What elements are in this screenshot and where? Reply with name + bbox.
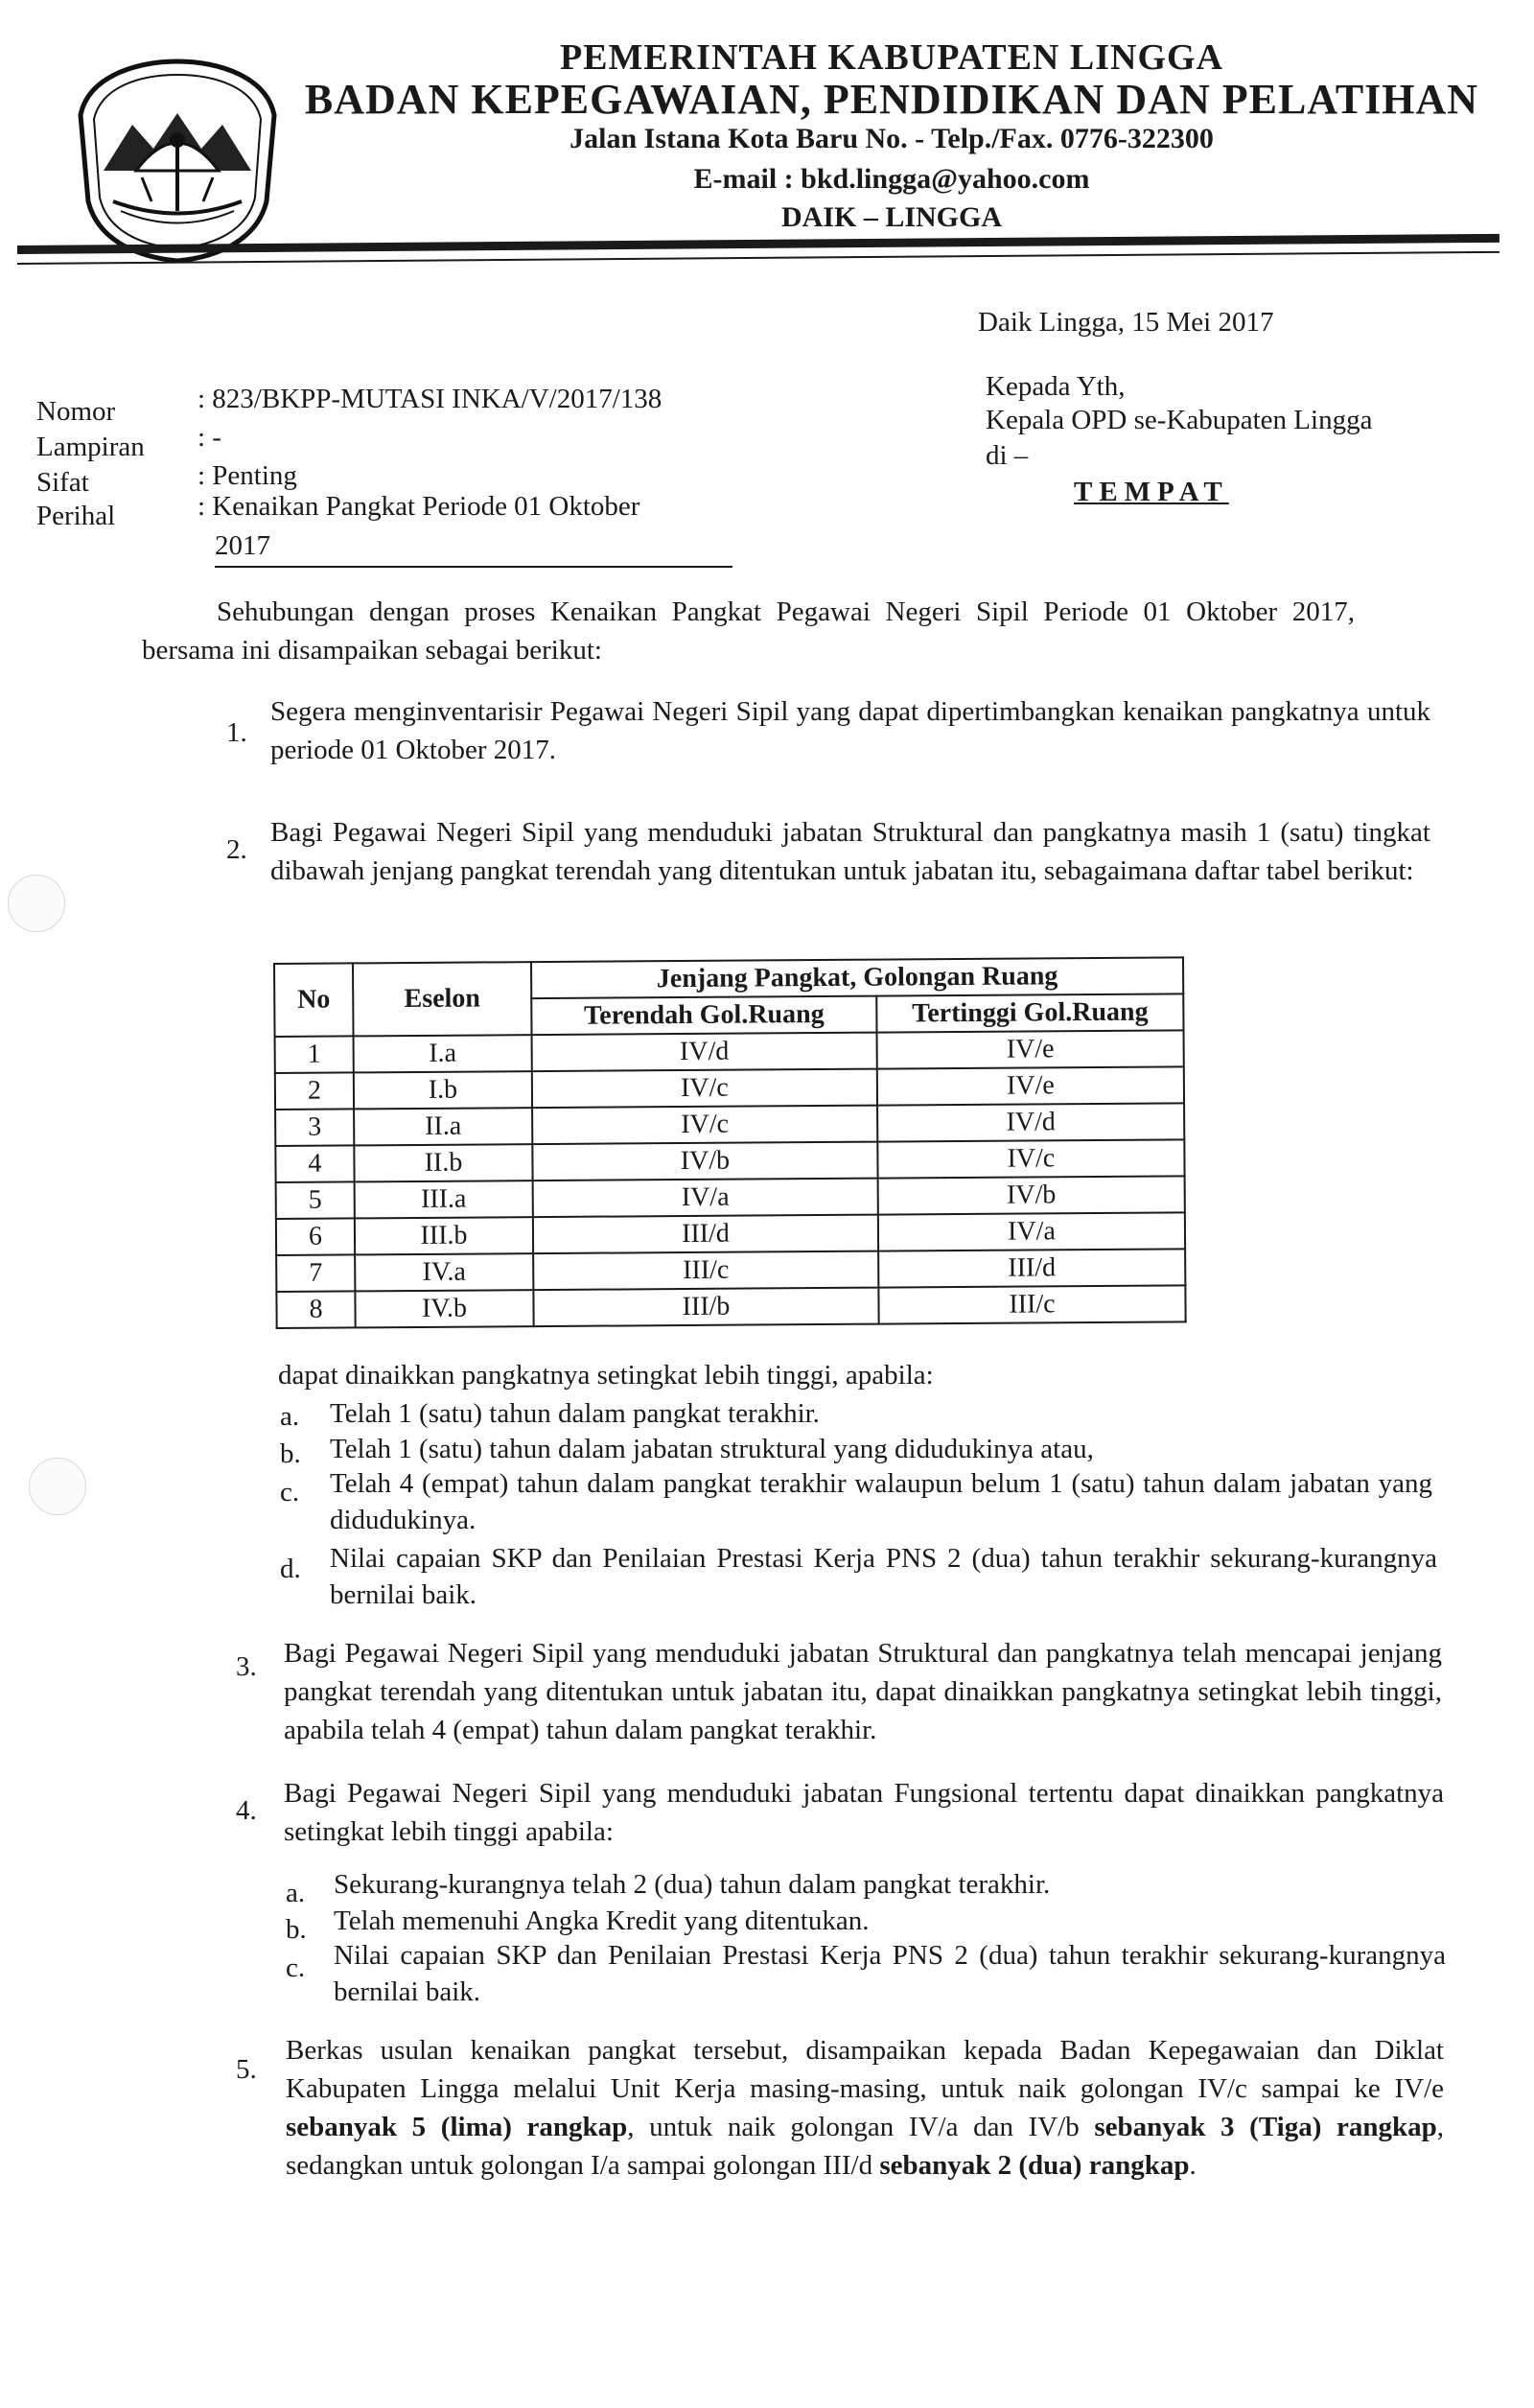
table-cell: IV/a xyxy=(878,1212,1185,1251)
copies-iv-a-iv-b: sebanyak 3 (Tiga) rangkap xyxy=(1094,2112,1437,2142)
perihal-value-continued: 2017 xyxy=(215,530,270,561)
lampiran-value: : - xyxy=(198,422,221,453)
item-2-condition-intro: dapat dinaikkan pangkatnya setingkat lebih tinggi, apabila: xyxy=(278,1360,934,1391)
table-header-highest: Tertinggi Gol.Ruang xyxy=(876,994,1183,1032)
sub-item-text: Telah 1 (satu) tahun dalam pangkat terakhir. xyxy=(330,1398,820,1429)
agency-address: Jalan Istana Kota Baru No. - Telp./Fax. 0776-322300 xyxy=(569,123,1214,154)
table-cell: II.b xyxy=(354,1144,532,1181)
table-cell: IV.b xyxy=(355,1290,533,1327)
table-cell: 6 xyxy=(276,1218,355,1255)
table-cell: III/d xyxy=(878,1249,1185,1287)
table-cell: III.b xyxy=(355,1217,533,1254)
table-header-lowest: Terendah Gol.Ruang xyxy=(531,996,876,1036)
table-cell: IV/d xyxy=(877,1103,1184,1141)
sub-item-letter: b. xyxy=(280,1438,301,1469)
item-number: 3. xyxy=(236,1651,257,1682)
item-4-text: Bagi Pegawai Negeri Sipil yang menduduki jabatan Fungsional tertentu dapat dinaikkan pangkatnya setingkat lebih tinggi apabila: xyxy=(284,1778,1444,1847)
table-cell: IV/d xyxy=(532,1033,877,1072)
lampiran-label: Lampiran xyxy=(36,432,145,462)
table-cell: III/d xyxy=(533,1215,878,1254)
table-row xyxy=(276,1212,1185,1255)
punch-hole xyxy=(8,875,65,932)
item-number: 2. xyxy=(226,834,247,865)
table-header-group: Jenjang Pangkat, Golongan Ruang xyxy=(531,957,1183,998)
perihal-value: : Kenaikan Pangkat Periode 01 Oktober xyxy=(198,491,640,522)
sub-item-letter: a. xyxy=(280,1401,300,1432)
nomor-label: Nomor xyxy=(36,396,116,427)
intro-paragraph: Sehubungan dengan proses Kenaikan Pangkat Pegawai Negeri Sipil Periode 01 Oktober 2017, bersama ini disampaikan sebagai berikut: xyxy=(142,596,1355,666)
sub-item-text: Telah 1 (satu) tahun dalam jabatan struktural yang didudukinya atau, xyxy=(330,1434,1094,1464)
nomor-value: : 823/BKPP-MUTASI INKA/V/2017/138 xyxy=(198,384,662,414)
table-row xyxy=(275,1139,1184,1182)
item-2-text: Bagi Pegawai Negeri Sipil yang menduduki jabatan Struktural dan pangkatnya masih 1 (satu) tingkat dibawah jenjang pangkat terendah yang ditentukan untuk jabatan itu, sebagaimana daftar tabel berikut: xyxy=(270,817,1430,886)
table-row xyxy=(275,1103,1184,1146)
recipient-name: Kepala OPD se-Kabupaten Lingga xyxy=(986,405,1373,435)
table-cell: IV/b xyxy=(532,1142,877,1181)
letter-date: Daik Lingga, 15 Mei 2017 xyxy=(978,307,1274,338)
table-cell: IV/c xyxy=(532,1069,877,1109)
sub-item-text: Telah memenuhi Angka Kredit yang ditentukan. xyxy=(334,1905,870,1936)
government-title: PEMERINTAH KABUPATEN LINGGA xyxy=(559,37,1224,78)
table-cell: IV/c xyxy=(532,1106,877,1145)
sub-item-letter: b. xyxy=(286,1914,307,1945)
item-3-text: Bagi Pegawai Negeri Sipil yang menduduki jabatan Struktural dan pangkatnya telah mencapai jenjang pangkat terendah yang ditentukan untuk jabatan itu, dapat dinaikkan pangkatnya setingkat lebih tinggi, apabila telah 4 (empat) tahun dalam pangkat terakhir. xyxy=(284,1638,1442,1745)
recipient-place: TEMPAT xyxy=(1074,477,1229,507)
table-row xyxy=(275,1066,1184,1110)
recipient-at: di – xyxy=(986,440,1029,471)
item-5-text xyxy=(286,2031,1444,2185)
sub-item-letter: a. xyxy=(286,1878,306,1908)
item-1-text: Segera menginventarisir Pegawai Negeri Sipil yang dapat dipertimbangkan kenaikan pangkatnya untuk periode 01 Oktober 2017. xyxy=(270,696,1430,765)
sub-item-text: Sekurang-kurangnya telah 2 (dua) tahun dalam pangkat terakhir. xyxy=(334,1869,1051,1900)
agency-email: E-mail : bkd.lingga@yahoo.com xyxy=(693,163,1090,195)
sifat-value: : Penting xyxy=(198,460,297,491)
table-cell: 4 xyxy=(275,1145,354,1182)
table-cell: III.a xyxy=(355,1181,533,1218)
sub-item-letter: d. xyxy=(280,1554,301,1584)
table-row xyxy=(276,1285,1185,1328)
table-cell: III/b xyxy=(533,1288,878,1327)
table-cell: 7 xyxy=(276,1254,355,1292)
perihal-underline xyxy=(215,566,732,568)
table-header-no: No xyxy=(274,963,354,1037)
sub-item-letter: c. xyxy=(280,1477,300,1508)
item-5-text-part: Berkas usulan kenaikan pangkat tersebut, disampaikan kepada Badan Kepegawaian dan Diklat Kabupaten Lingga melalui Unit Kerja masing-masing, untuk naik golongan IV/c sampai ke IV/e xyxy=(286,2035,1444,2104)
table-cell: IV/e xyxy=(877,1030,1184,1068)
item-number: 4. xyxy=(236,1795,257,1826)
table-header-eselon: Eselon xyxy=(353,962,532,1036)
table-cell: II.a xyxy=(354,1108,532,1145)
table-row xyxy=(276,1249,1185,1292)
item-number: 5. xyxy=(236,2054,257,2085)
item-5-text-part: , untuk naik golongan IV/a dan IV/b xyxy=(627,2112,1095,2142)
table-cell: III/c xyxy=(533,1251,878,1291)
agency-city: DAIK – LINGGA xyxy=(780,201,1003,233)
copies-iv-c-to-iv-e: sebanyak 5 (lima) rangkap xyxy=(286,2112,628,2142)
recipient-salutation: Kepada Yth, xyxy=(986,371,1126,402)
table-cell: 5 xyxy=(276,1181,355,1219)
punch-hole xyxy=(29,1458,86,1515)
table-cell: IV/e xyxy=(877,1066,1184,1105)
agency-name: BADAN KEPEGAWAIAN, PENDIDIKAN DAN PELATIHAN xyxy=(304,76,1479,123)
table-cell: IV/b xyxy=(878,1176,1185,1214)
item-5-text-part: . xyxy=(1189,2150,1197,2181)
rank-table xyxy=(273,956,1187,1329)
table-cell: 1 xyxy=(275,1036,354,1073)
table-cell: IV/c xyxy=(877,1139,1184,1178)
table-cell: 2 xyxy=(275,1072,354,1110)
sub-item-text: Nilai capaian SKP dan Penilaian Prestasi Kerja PNS 2 (dua) tahun terakhir sekurang-kurangnya bernilai baik. xyxy=(334,1940,1446,2007)
item-5-text-part: , sedangkan untuk golongan I/a sampai golongan III/d xyxy=(286,2112,1444,2181)
table-cell: III/c xyxy=(878,1285,1185,1323)
item-number: 1. xyxy=(226,717,247,748)
table-cell: IV/a xyxy=(533,1179,878,1218)
sub-item-text: Nilai capaian SKP dan Penilaian Prestasi Kerja PNS 2 (dua) tahun terakhir sekurang-kurangnya bernilai baik. xyxy=(330,1543,1437,1610)
table-cell: 8 xyxy=(276,1291,355,1328)
copies-i-a-to-iii-d: sebanyak 2 (dua) rangkap xyxy=(879,2150,1190,2181)
table-row xyxy=(275,1030,1184,1073)
table-cell: IV.a xyxy=(355,1253,533,1291)
sub-item-text: Telah 4 (empat) tahun dalam pangkat terakhir walaupun belum 1 (satu) tahun dalam jabatan yang didudukinya. xyxy=(330,1468,1432,1535)
table-cell: I.a xyxy=(354,1035,532,1072)
perihal-label: Perihal xyxy=(36,501,116,531)
table-row xyxy=(276,1176,1185,1219)
regency-emblem-logo xyxy=(75,58,281,264)
sub-item-letter: c. xyxy=(286,1952,306,1983)
sifat-label: Sifat xyxy=(36,467,89,498)
table-cell: 3 xyxy=(275,1109,354,1146)
table-cell: I.b xyxy=(354,1071,532,1109)
